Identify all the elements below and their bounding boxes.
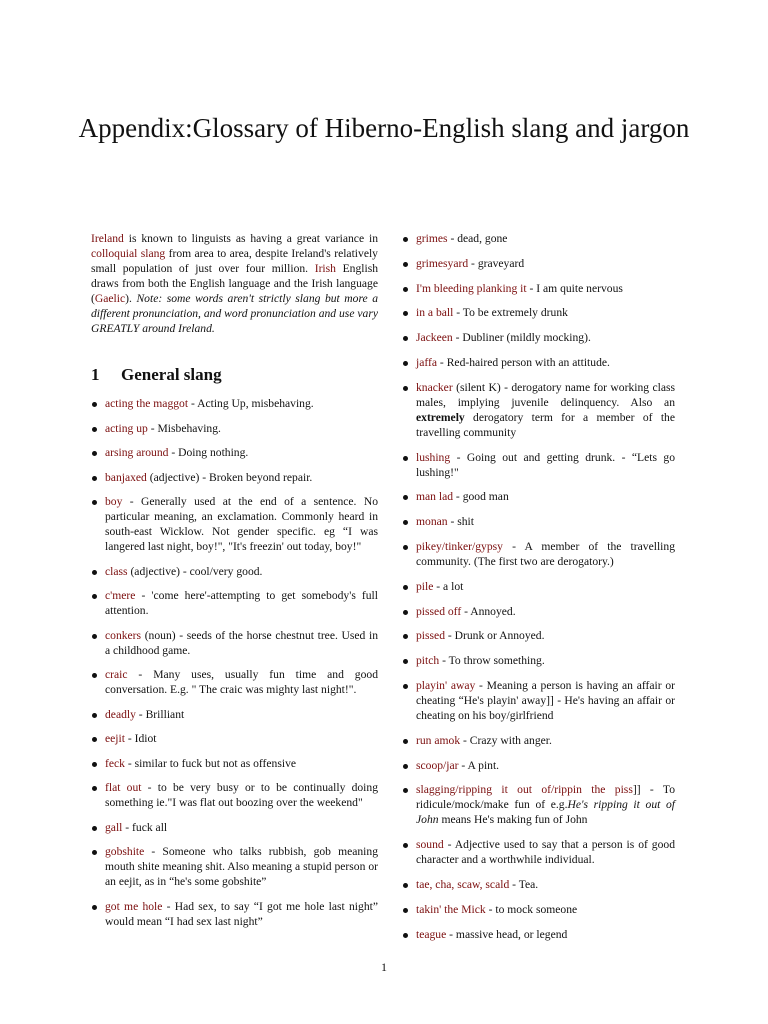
section-heading: [91, 365, 378, 385]
glossary-definition: - fuck all: [122, 820, 168, 834]
glossary-item: [402, 927, 675, 942]
glossary-definition: - To throw something.: [439, 654, 545, 668]
glossary-definition: - Had sex, to say “I got me hole last night” would mean “I had sex last night”: [105, 899, 378, 928]
glossary-definition: (adjective) - cool/very good.: [127, 564, 263, 578]
glossary-item: [91, 588, 378, 618]
glossary-term-link[interactable]: teague: [416, 927, 447, 941]
link-colloquial-slang[interactable]: colloquial slang: [91, 247, 166, 260]
glossary-definition: ]] - To ridicule/mock/make fun of e.g.: [416, 783, 675, 812]
glossary-term-link[interactable]: run amok: [416, 733, 461, 747]
glossary-item: [402, 450, 675, 480]
glossary-definition: - dead, gone: [447, 232, 508, 245]
glossary-term-link[interactable]: boy: [105, 495, 123, 508]
glossary-term-link[interactable]: Jackeen: [416, 331, 453, 345]
glossary-item: [402, 579, 675, 594]
glossary-item: [402, 902, 675, 917]
glossary-item: [402, 758, 675, 773]
glossary-item: [91, 564, 378, 579]
glossary-term-link[interactable]: arsing around: [105, 446, 169, 459]
glossary-definition: (silent K) - derogatory name for working class males, implying juvenile delinquency. Also an: [416, 380, 675, 409]
glossary-definition: - similar to fuck but not as offensive: [124, 756, 297, 770]
glossary-term-link[interactable]: man lad: [416, 490, 454, 504]
glossary-term-link[interactable]: grimes: [416, 232, 448, 245]
glossary-term-link[interactable]: scoop/jar: [416, 758, 459, 772]
glossary-definition: - to mock someone: [485, 902, 578, 916]
glossary-definition: - Acting Up, misbehaving.: [188, 397, 314, 410]
glossary-definition: - Going out and getting drunk. - “Lets go lushing!": [416, 450, 675, 479]
right-glossary-list: [402, 231, 675, 942]
glossary-item: [402, 678, 675, 723]
glossary-term-link[interactable]: eejit: [105, 732, 125, 745]
glossary-definition: - Red-haired person with an attitude.: [437, 355, 610, 369]
glossary-definition: - Drunk or Annoyed.: [444, 629, 545, 643]
glossary-term-link[interactable]: monan: [416, 515, 448, 529]
glossary-definition: - Crazy with anger.: [460, 733, 552, 747]
glossary-term-link[interactable]: pissed off: [416, 604, 462, 618]
glossary-term-link[interactable]: lushing: [416, 450, 451, 464]
glossary-definition: - Annoyed.: [461, 604, 516, 618]
glossary-term-link[interactable]: banjaxed: [105, 470, 147, 484]
glossary-item: [91, 445, 378, 460]
glossary-item: [402, 604, 675, 619]
glossary-emphasis: extremely: [416, 410, 465, 424]
glossary-item: [91, 667, 378, 697]
glossary-definition: - A member of the travelling community. (The first two are derogatory.): [416, 539, 675, 568]
glossary-item: [402, 539, 675, 569]
glossary-term-link[interactable]: pikey/tinker/gypsy: [416, 539, 503, 553]
glossary-item: [402, 355, 675, 370]
glossary-item: [402, 380, 675, 440]
glossary-term-link[interactable]: pile: [416, 579, 434, 593]
right-column: [402, 231, 675, 951]
glossary-definition: - Many uses, usually fun time and good conversation. E.g. " The craic was mighty last night!".: [105, 668, 378, 696]
link-irish[interactable]: Irish: [314, 262, 336, 275]
glossary-item: [402, 782, 675, 827]
glossary-item: [91, 820, 378, 835]
glossary-term-link[interactable]: playin' away: [416, 678, 476, 692]
glossary-definition: - I am quite nervous: [526, 281, 623, 295]
glossary-term-link[interactable]: tae, cha, scaw, scald: [416, 877, 510, 891]
glossary-term-link[interactable]: in a ball: [416, 306, 454, 320]
glossary-item: [91, 421, 378, 436]
left-column: [91, 231, 378, 938]
page-number: 1: [381, 960, 387, 974]
glossary-definition: - good man: [453, 490, 509, 504]
glossary-definition: - To be extremely drunk: [453, 306, 568, 320]
glossary-definition: - Meaning a person is having an affair or cheating “He's playin' away]] - He's having an affair or cheating on his boy/girlfriend: [416, 678, 675, 722]
glossary-item: [402, 877, 675, 892]
glossary-item: [402, 837, 675, 867]
glossary-definition: (adjective) - Broken beyond repair.: [146, 470, 313, 484]
glossary-definition: - Misbehaving.: [147, 421, 221, 435]
glossary-term-link[interactable]: deadly: [105, 707, 136, 721]
glossary-definition: - Generally used at the end of a sentence. No particular meaning, an exclamation. Commonly heard in south-east Wicklow. Not gender specific. eg “I was langered last night, boy!", "It's freezin' out today, boy!": [105, 495, 378, 553]
glossary-item: [402, 330, 675, 345]
glossary-definition: - shit: [447, 515, 474, 529]
glossary-definition-cont: means He's making fun of John: [438, 813, 588, 827]
glossary-definition: - a lot: [433, 579, 464, 593]
glossary-term-link[interactable]: sound: [416, 838, 444, 852]
glossary-term-link[interactable]: class: [105, 564, 128, 578]
glossary-item: [91, 396, 378, 411]
link-ireland[interactable]: Ireland: [91, 232, 124, 245]
glossary-item: [402, 489, 675, 504]
glossary-item: [402, 733, 675, 748]
section-number: 1: [91, 365, 100, 384]
glossary-term-link[interactable]: flat out: [105, 781, 142, 794]
glossary-term-link[interactable]: got me hole: [105, 899, 163, 913]
glossary-definition: - 'come here'-attempting to get somebody's full attention.: [105, 589, 378, 617]
glossary-term-link[interactable]: slagging/ripping it out of/rippin the piss: [416, 783, 633, 797]
glossary-item: [402, 514, 675, 529]
glossary-term-link[interactable]: takin' the Mick: [416, 902, 486, 916]
glossary-term-link[interactable]: gall: [105, 820, 123, 834]
intro-note: Note: some words aren't strictly slang but more a different pronunciation, and word pronunciation and use vary GREATLY around Ireland.: [91, 292, 378, 335]
glossary-example: He's ripping it out of John: [416, 798, 675, 827]
glossary-definition-cont: derogatory term for a member of the travelling community: [416, 410, 675, 439]
glossary-definition: - Brilliant: [135, 707, 185, 721]
glossary-item: [402, 256, 675, 271]
glossary-item: [91, 470, 378, 485]
glossary-definition: - Someone who talks rubbish, gob meaning mouth shite meaning shit. Also meaning a stupid person or an eejit, as in “he's some gobshite”: [105, 845, 378, 888]
glossary-definition: - Idiot: [124, 732, 157, 745]
glossary-item: [91, 844, 378, 889]
glossary-term-link[interactable]: acting up: [105, 421, 148, 435]
glossary-definition: (noun) - seeds of the horse chestnut tree. Used in a childhood game.: [105, 628, 378, 657]
glossary-term-link[interactable]: jaffa: [416, 355, 438, 369]
glossary-term-link[interactable]: feck: [105, 756, 125, 770]
glossary-definition: - Tea.: [509, 877, 539, 891]
glossary-term-link[interactable]: knacker: [416, 380, 453, 394]
intro-paragraph: Ireland is known to linguists as having a great variance in colloquial slang from area to area, despite Ireland's relatively small population of just over four million. Irish English draws from both the English language and the Irish language (Gaelic). Note: some words aren't strictly slang but more a different pronunciation, and word pronunciation and use vary GREATLY around Ireland.: [91, 232, 379, 335]
glossary-definition: - A pint.: [458, 758, 500, 772]
glossary-term-link[interactable]: grimesyard: [416, 256, 469, 270]
page-title: Appendix:Glossary of Hiberno-English slang and jargon: [78, 113, 690, 143]
glossary-item: [402, 231, 675, 246]
glossary-term-link[interactable]: conkers: [105, 628, 142, 642]
glossary-term-link[interactable]: gobshite: [105, 845, 145, 858]
glossary-definition: - graveyard: [468, 256, 525, 270]
glossary-item: [91, 628, 378, 658]
glossary-term-link[interactable]: craic: [105, 668, 128, 681]
glossary-term-link[interactable]: acting the maggot: [105, 397, 189, 410]
glossary-definition: - Adjective used to say that a person is of good character and a worthwhile individual.: [416, 838, 675, 867]
glossary-term-link[interactable]: pitch: [416, 654, 440, 668]
link-gaelic[interactable]: Gaelic: [94, 292, 126, 305]
glossary-item: [91, 780, 378, 810]
glossary-item: [402, 305, 675, 320]
glossary-item: [91, 731, 378, 746]
glossary-definition: - Doing nothing.: [168, 446, 249, 459]
glossary-item: [91, 756, 378, 771]
glossary-definition: - Dubliner (mildly mocking).: [452, 331, 591, 345]
glossary-term-link[interactable]: c'mere: [105, 589, 136, 602]
glossary-item: [91, 899, 378, 929]
glossary-definition: - massive head, or legend: [446, 927, 568, 941]
glossary-term-link[interactable]: pissed: [416, 629, 445, 643]
glossary-item: [402, 281, 675, 296]
glossary-item: [91, 707, 378, 722]
section-title: General slang: [121, 365, 222, 384]
glossary-definition: - to be very busy or to be continually doing something ie."I was flat out boozing over the weekend": [105, 781, 378, 809]
glossary-item: [91, 494, 378, 554]
left-glossary-list: [91, 396, 378, 929]
glossary-item: [402, 653, 675, 668]
glossary-item: [402, 628, 675, 643]
glossary-term-link[interactable]: I'm bleeding planking it: [416, 281, 527, 295]
